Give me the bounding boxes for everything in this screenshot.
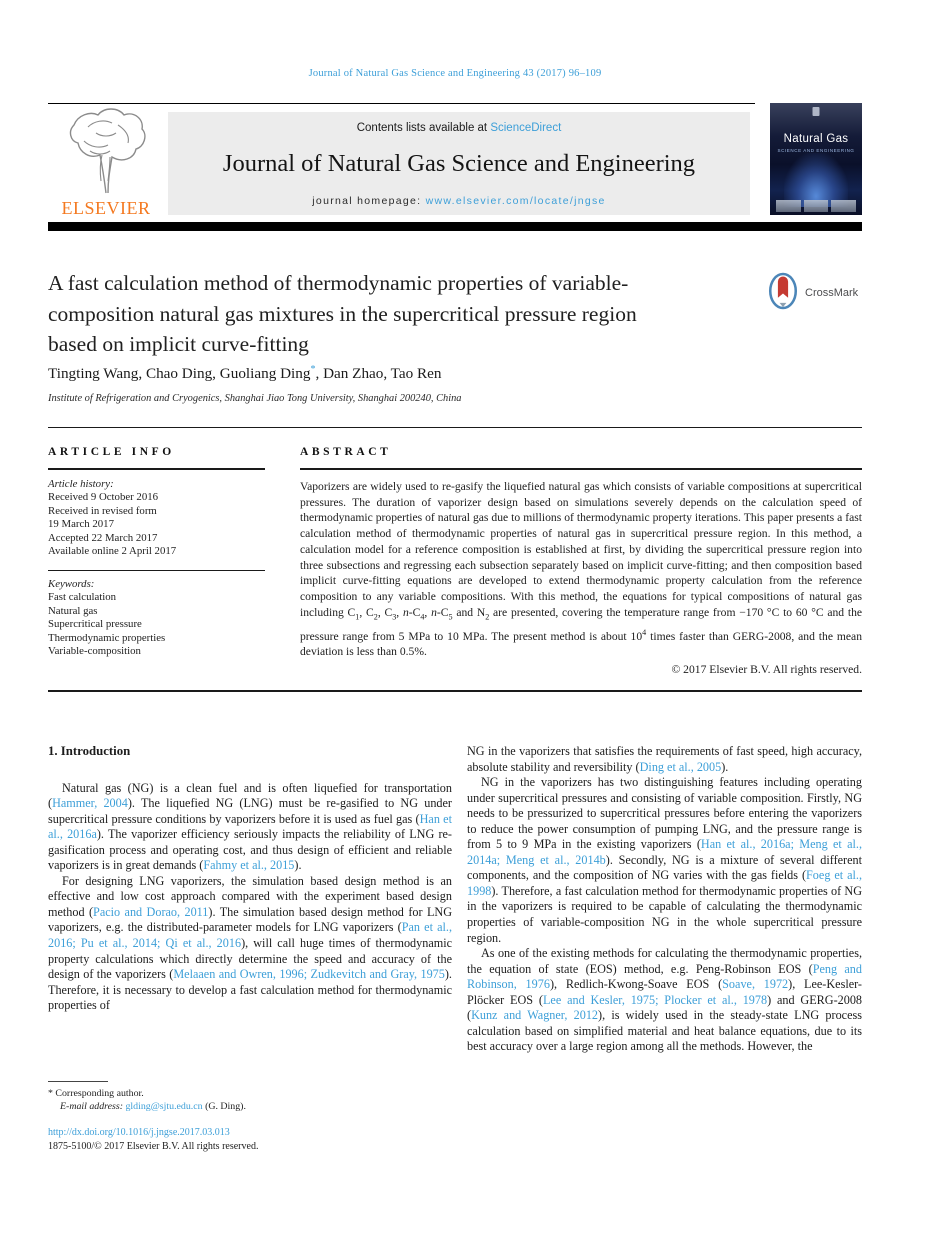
citation-link[interactable]: Pacio and Dorao, 2011 xyxy=(93,904,209,919)
citation-link[interactable]: Han et al., 2016a xyxy=(48,811,452,842)
elsevier-logo[interactable] xyxy=(50,107,162,219)
citation-link[interactable]: Melaaen and Owren, 1996; Zudkevitch and Gray, 1975 xyxy=(173,967,445,982)
keyword-item: Natural gas xyxy=(48,604,98,617)
keywords-label: Keywords: xyxy=(48,578,95,590)
keywords-list xyxy=(48,591,288,658)
article-title-line: based on implicit curve-fitting xyxy=(48,332,309,356)
abstract-text: Vaporizers are widely used to re-gasify the liquefied natural gas which consists of variable compositions at supercritical pressures. The duration of vaporizer design based on simulations severely depends on the calculation speed of thermodynamic properties of natural gas due to millions of thermodynamic property iterations. This paper presents a fast calculation method of thermodynamic properties of natural gas in supercritical pressure region. In this method, a calculation model for a reference composition is established at first, by dividing the supercritical pressure region into three subsections and regressing each subsection separately based on implicit curve-fitting; and then composition based implicit curve-fitting equations are developed to extend thermodynamic property calculation from the reference composition to any variable compositions. With this method, the equations for typical compositions of natural gas including $C_1$, $C_2$, $C_3$, $n-C_4$, $n-C_5$ and $N_2$ are presented, covering the temperature range from −170 °C to 60 °C and the pressure range from 5 MPa to 10 MPa. The present method is about $10^4$ times faster than GERG-2008, and the mean deviation is less than 0.5%. xyxy=(300,480,863,659)
homepage-label: journal homepage: xyxy=(312,195,426,207)
info-band-bottom-rule xyxy=(48,690,862,692)
citation-link[interactable]: Soave, 1972 xyxy=(722,977,789,992)
citation-link[interactable]: Fahmy et al., 2015 xyxy=(203,858,295,873)
corresponding-author-footnote xyxy=(48,1087,452,1113)
article-title-line: composition natural gas mixtures in the supercritical pressure region xyxy=(48,301,637,326)
keyword-item: Variable-composition xyxy=(48,645,141,658)
cover-title: Natural Gas xyxy=(783,133,849,145)
footnote-rule xyxy=(48,1081,108,1082)
right-column-paragraphs xyxy=(467,744,862,1055)
sciencedirect-link[interactable]: ScienceDirect xyxy=(490,122,562,134)
crossmark-badge[interactable] xyxy=(766,272,862,314)
issn-copyright-line: 1875-5100/© 2017 Elsevier B.V. All rights reserved. xyxy=(48,1141,259,1152)
body-paragraph: Natural gas (NG) is a clean fuel and is often liquefied for transportation (Hammer, 2004). The liquefied NG (LNG) must be re-gasified to NG under supercritical pressure conditions by vaporizers before it is used as fuel gas (Han et al., 2016a). The vaporizer efficiency seriously impacts the reliability of LNG re-gasification process and operating cost, and thus design of efficient and reliable vaporizers is in great demands (Fahmy et al., 2015). xyxy=(48,780,452,873)
abstract-rule xyxy=(300,468,862,470)
homepage-url-link[interactable]: www.elsevier.com/locate/jngse xyxy=(425,195,606,207)
header-black-bar xyxy=(48,222,862,231)
body-paragraph: For designing LNG vaporizers, the simulation based design method is an effective and low cost approach compared with the experiment based design method (Pacio and Dorao, 2011). The simulation based design method for LNG vaporizers, e.g. the distributed-parameter models for LNG vaporizers (Pan et al., 2016; Pu et al., 2014; Qi et al., 2016), will call huge times of thermodynamic property calculations which directly determine the speed and accuracy of the design of the vaporizers (Melaaen and Owren, 1996; Zudkevitch and Gray, 1975). Therefore, it is necessary to develop a fast calculation method for thermodynamic properties of xyxy=(48,873,453,1013)
affiliation: Institute of Refrigeration and Cryogenics, Shanghai Jiao Tong University, Shanghai 200240, China xyxy=(48,393,462,404)
footnote-line2: E-mail address: glding@sjtu.edu.cn (G. Ding). xyxy=(60,1101,246,1112)
keyword-item: Fast calculation xyxy=(48,591,117,604)
body-paragraph: NG in the vaporizers has two distinguishing features including operating under supercritical pressures and consisting of variable composition. Firstly, NG needs to be pressurized to supercritical pressures before entering the vaporizers to reduce the power consumption of pumping LNG, and the pressure range is from 5 to 9 MPa in the existing vaporizers (Han et al., 2016a; Meng et al., 2014a; Meng et al., 2014b). Secondly, NG is a mixture of several different components, and the composition of NG varies with the gas fields (Foeg et al., 1998). Therefore, a fast calculation method for thermodynamic properties of NG in the vaporizers is required to be capable of calculating the thermodynamic properties of variable-composition NG in the whole supercritical pressure region. xyxy=(467,775,863,945)
journal-citation-link[interactable]: Journal of Natural Gas Science and Engineering 43 (2017) 96–109 xyxy=(308,68,602,79)
article-title-line: A fast calculation method of thermodynamic properties of variable- xyxy=(48,271,629,295)
keyword-item: Thermodynamic properties xyxy=(48,631,166,644)
keywords-block xyxy=(48,578,288,658)
elsevier-tree-icon xyxy=(60,182,152,199)
citation-link[interactable]: * xyxy=(310,364,316,375)
journal-header-box xyxy=(168,112,750,215)
article-history-line: Available online 2 April 2017 xyxy=(48,545,177,558)
body-right-column xyxy=(467,744,862,1055)
citation-link[interactable]: Hammer, 2004 xyxy=(52,796,128,811)
journal-title: Journal of Natural Gas Science and Engineering xyxy=(222,150,696,177)
body-paragraph: As one of the existing methods for calculating the thermodynamic properties, the equation of state (EOS) method, e.g. Peng-Robinson EOS (Peng and Robinson, 1976), Redlich-Kwong-Soave EOS (Soave, 1972), Lee-Kesler-Plöcker EOS (Lee and Kesler, 1975; Plocker et al., 1978) and GERG-2008 (Kunz and Wagner, 2012), is widely used in the steady-state LNG process calculation based on simplified material and heat balance equations, due to its best accuracy over a large region among all the methods. However, the xyxy=(467,946,863,1054)
elsevier-wordmark: ELSEVIER xyxy=(61,198,151,218)
cover-flame-art xyxy=(784,153,848,207)
article-title xyxy=(48,268,760,360)
crossmark-label: CrossMark xyxy=(805,287,859,299)
citation-link[interactable]: glding@sjtu.edu.cn xyxy=(125,1101,203,1112)
article-history-line: Accepted 22 March 2017 xyxy=(48,531,158,544)
left-column-paragraphs xyxy=(48,781,452,1014)
doi-link[interactable]: http://dx.doi.org/10.1016/j.jngse.2017.03.013 xyxy=(48,1127,230,1138)
journal-cover-thumbnail[interactable] xyxy=(770,103,862,215)
contents-line xyxy=(168,122,750,134)
article-history xyxy=(48,478,288,558)
body-paragraph: NG in the vaporizers that satisfies the requirements of fast speed, high accuracy, absolute stability and reversibility (Ding et al., 2005). xyxy=(467,744,862,774)
footnote-line1: * Corresponding author. xyxy=(48,1088,144,1099)
contents-prefix: Contents lists available at xyxy=(356,122,491,134)
author-list: Tingting Wang, Chao Ding, Guoliang Ding*, Dan Zhao, Tao Ren xyxy=(48,364,442,383)
citation-link[interactable]: Pan et al., 2016; Pu et al., 2014; Qi et al., 2016 xyxy=(48,920,452,951)
crossmark-icon xyxy=(766,270,800,317)
abstract-copyright: © 2017 Elsevier B.V. All rights reserved. xyxy=(671,662,862,676)
citation-link[interactable]: Peng and Robinson, 1976 xyxy=(467,961,862,992)
cover-bottom-thumbnails xyxy=(776,200,856,212)
keyword-item: Supercritical pressure xyxy=(48,618,142,631)
article-history-lines xyxy=(48,491,288,558)
article-history-line: Received 9 October 2016 xyxy=(48,491,159,504)
abstract-block xyxy=(300,479,862,678)
citation-link[interactable]: Kunz and Wagner, 2012 xyxy=(471,1008,599,1023)
header-top-rule xyxy=(48,103,755,104)
section-heading-introduction: 1. Introduction xyxy=(48,744,131,758)
homepage-line xyxy=(168,195,750,207)
citation-link[interactable]: Han et al., 2016a; Meng et al., 2014a; Meng et al., 2014b xyxy=(467,837,862,867)
article-history-line: 19 March 2017 xyxy=(48,518,114,531)
abstract-heading: ABSTRACT xyxy=(300,446,392,458)
citation-link[interactable]: Ding et al., 2005 xyxy=(639,759,722,774)
citation-link[interactable]: Lee and Kesler, 1975; Plocker et al., 1978 xyxy=(542,992,768,1007)
article-history-label: Article history: xyxy=(48,478,114,490)
body-left-column xyxy=(48,744,452,1014)
citation-link[interactable]: Foeg et al., 1998 xyxy=(467,868,863,898)
info-band-top-rule xyxy=(48,427,862,428)
cover-subtitle: SCIENCE AND ENGINEERING xyxy=(777,148,855,153)
keywords-divider-rule xyxy=(48,570,265,571)
article-history-line: Received in revised form xyxy=(48,504,157,517)
article-info-heading: ARTICLE INFO xyxy=(48,446,175,458)
article-info-rule xyxy=(48,468,265,470)
cover-elsevier-mark-icon xyxy=(813,107,820,116)
